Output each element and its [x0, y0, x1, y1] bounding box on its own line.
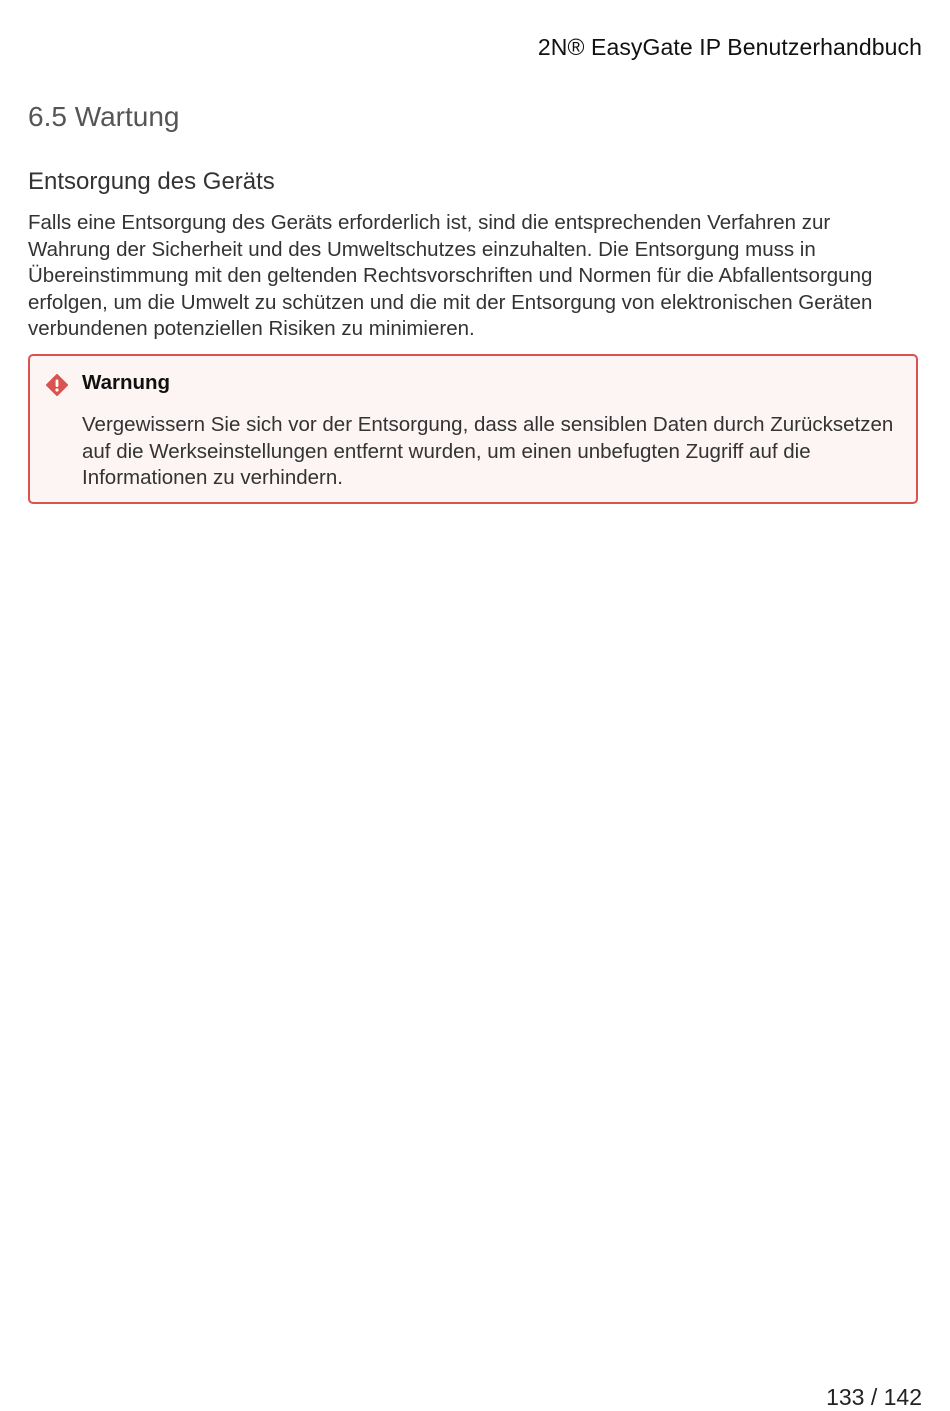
warning-text: Vergewissern Sie sich vor der Entsorgung, dass alle sensiblen Daten durch Zurücksetzen auf die Werkseinstellungen entfernt wurden, um einen unbefugten Zugriff auf die Informationen zu verhindern.	[82, 413, 894, 489]
section-title: 6.5 Wartung	[28, 101, 180, 132]
warning-title: Warnung	[82, 371, 171, 394]
warning-callout	[28, 354, 918, 504]
document-title: 2N® EasyGate IP Benutzerhandbuch	[537, 34, 922, 60]
subsection-title: Entsorgung des Geräts	[28, 168, 275, 195]
warning-icon	[46, 374, 68, 396]
page-number: 133 / 142	[826, 1384, 922, 1410]
subsection-body: Falls eine Entsorgung des Geräts erforderlich ist, sind die entsprechenden Verfahren zur Wahrung der Sicherheit und des Umweltschutzes einzuhalten. Die Entsorgung muss in Übereinstimmung mit den geltenden Rechtsvorschriften und Normen für die Abfallentsorgung erfolgen, um die Umwelt zu schützen und die mit der Entsorgung von elektronischen Geräten verbundenen potenziellen Risiken zu minimieren.	[28, 211, 873, 341]
